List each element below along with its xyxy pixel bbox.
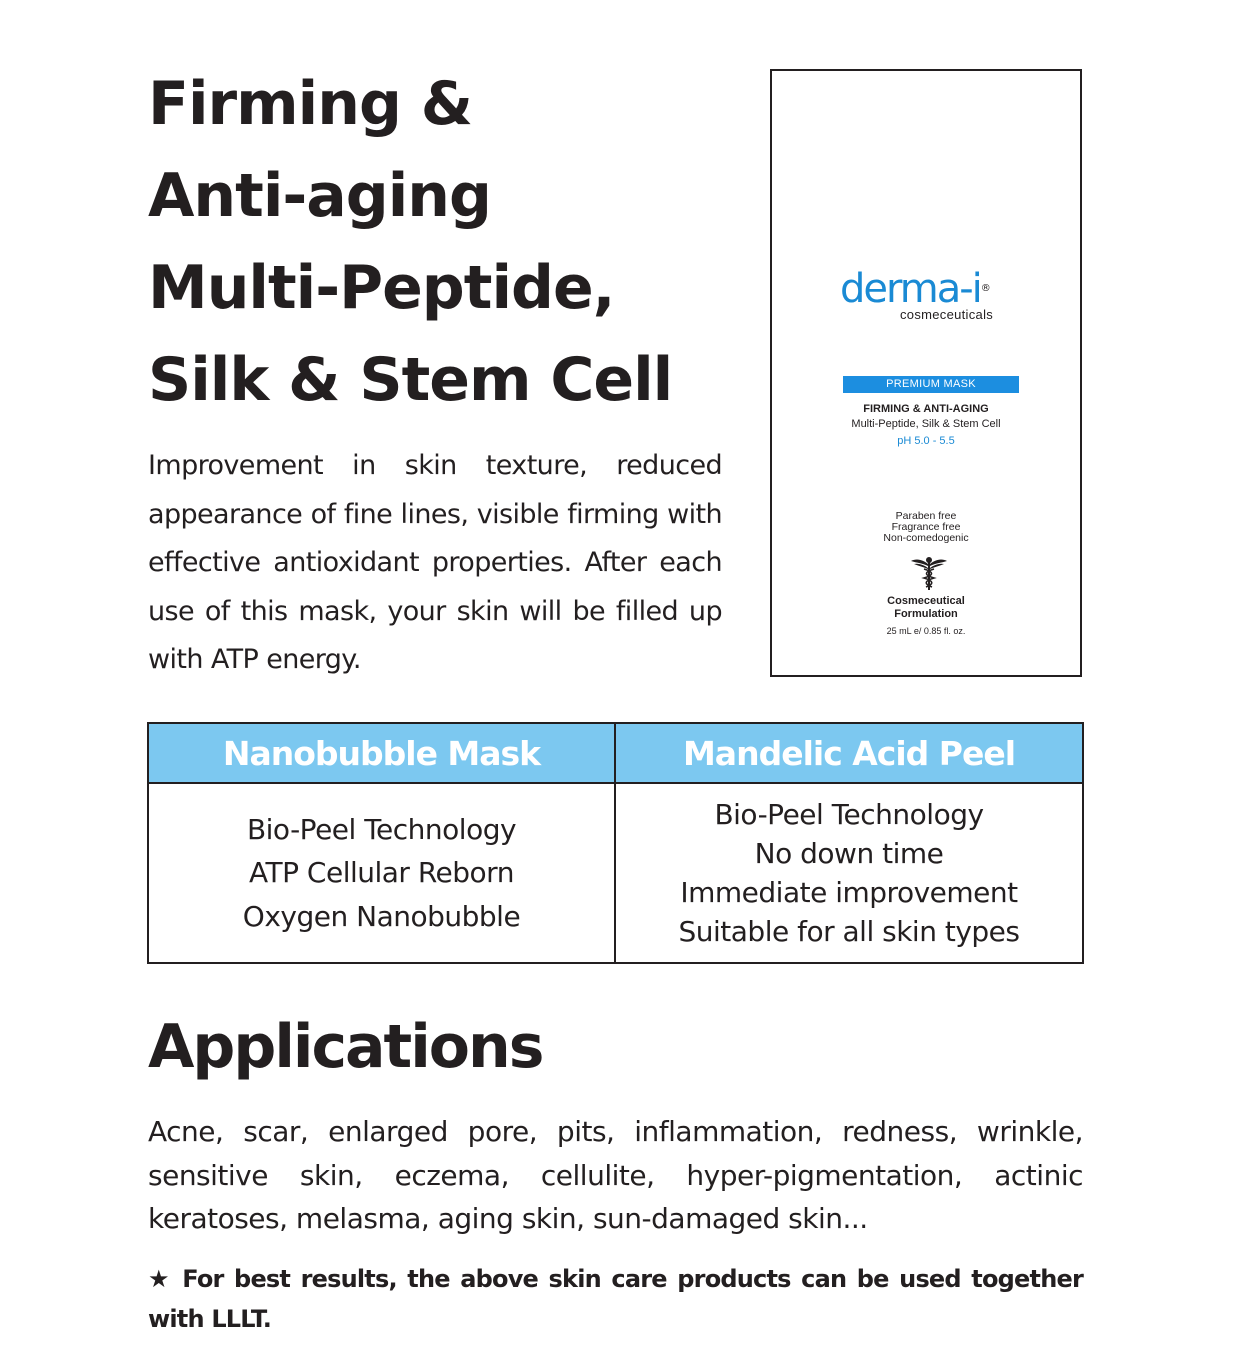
title-line: Multi-Peptide, [148,253,615,323]
product-line-2: Multi-Peptide, Silk & Stem Cell [851,418,1001,430]
column-header-nanobubble: Nanobubble Mask [149,724,616,784]
product-attribute: Fragrance free [891,521,961,533]
product-ph: pH 5.0 - 5.5 [897,435,955,447]
caduceus-icon [909,555,949,591]
brand-subtitle: cosmeceuticals [900,307,994,322]
product-package [770,69,1082,677]
brand-logo [840,266,1030,322]
page-title [148,58,748,426]
title-line: Silk & Stem Cell [148,345,673,415]
best-results-note: ★ For best results, the above skin care products can be used together with LLLT. [148,1265,1083,1333]
product-formulation [772,595,1080,621]
list-item: Oxygen Nanobubble [242,899,521,933]
intro-paragraph: Improvement in skin texture, reduced appearance of fine lines, visible firming with effective antioxidant properties. After each use of this mask, your skin will be filled up with ATP energy. [148,450,722,675]
list-item: Bio-Peel Technology [246,812,517,846]
product-band: PREMIUM MASK [843,376,1019,393]
formulation-line: Cosmeceutical [887,595,965,607]
brand-name: derma-i® [840,266,989,312]
comparison-table [147,722,1084,964]
column-body-nanobubble [149,784,616,962]
product-attribute: Non-comedogenic [883,532,969,544]
product-attributes [772,511,1080,544]
column-body-mandelic [616,784,1082,962]
applications-heading: Applications [148,1012,543,1082]
column-header-mandelic: Mandelic Acid Peel [616,724,1082,784]
list-item: ATP Cellular Reborn [249,856,514,890]
applications-text: Acne, scar, enlarged pore, pits, inflammation, redness, wrinkle, sensitive skin, eczema, cellulite, hyper-pigmentation, actinic keratoses, melasma, aging skin, sun-damaged skin... [148,1115,1083,1235]
list-item: No down time [754,837,944,870]
list-item: Immediate improvement [680,876,1018,909]
list-item: Bio-Peel Technology [714,798,984,831]
title-line: Anti-aging [148,161,491,231]
product-volume: 25 mL e/ 0.85 fl. oz. [886,626,966,636]
product-line-1: FIRMING & ANTI-AGING [863,403,989,415]
formulation-line: Formulation [894,608,958,620]
product-attribute: Paraben free [895,510,957,522]
list-item: Suitable for all skin types [678,915,1020,948]
title-line: Firming & [148,69,473,139]
